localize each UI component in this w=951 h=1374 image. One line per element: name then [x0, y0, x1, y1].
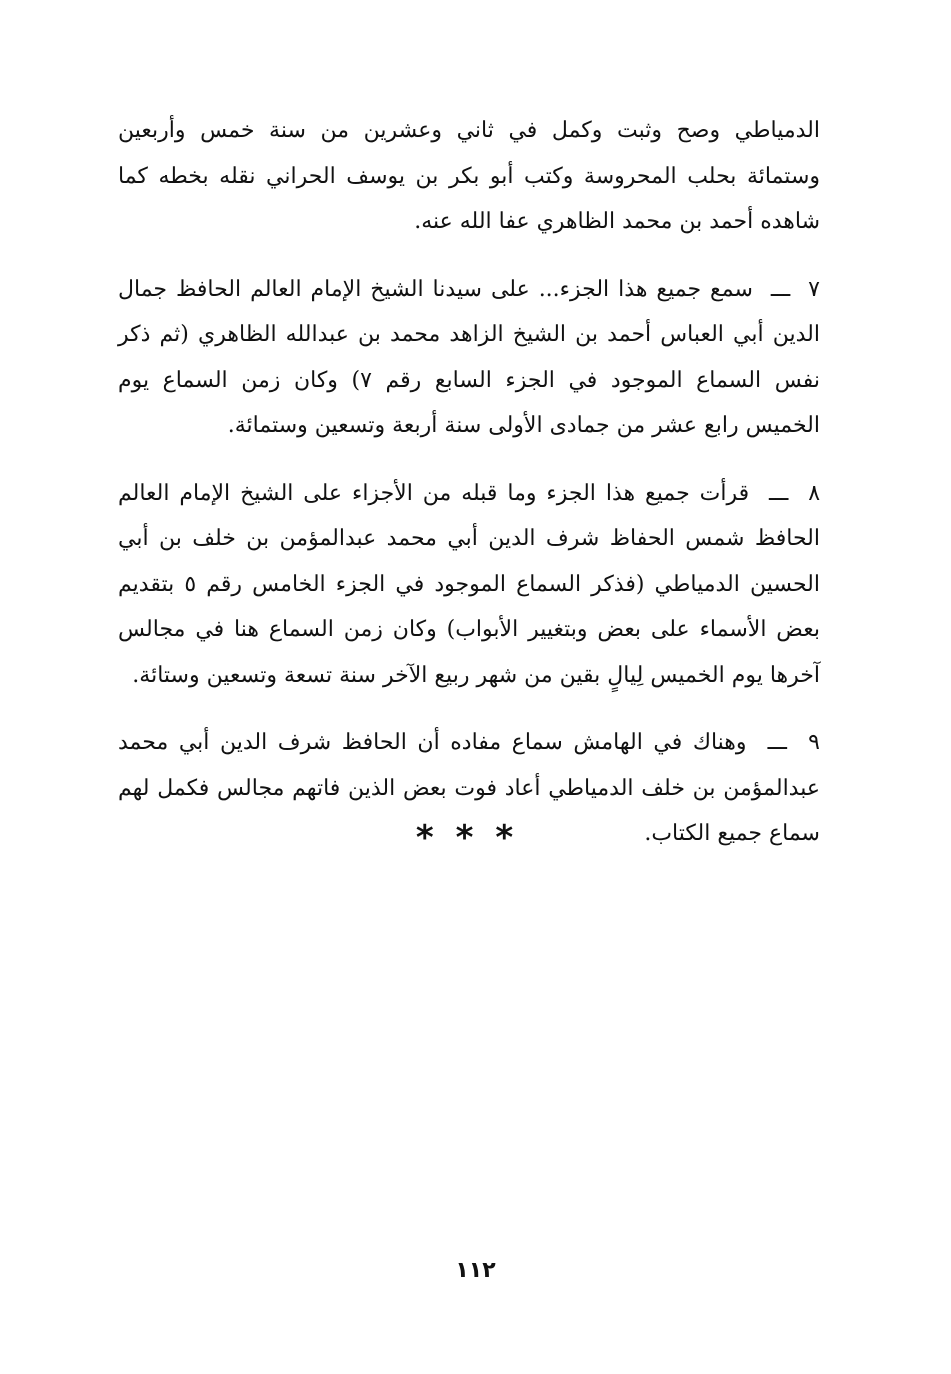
- paragraph-number: ٨: [808, 480, 821, 506]
- paragraph-text: وهناك في الهامش سماع مفاده أن الحافظ شرف الدين أبي محمد عبدالمؤمن بن خلف الدمياطي أعاد فوت بعض الذين فاتهم مجالس فكمل لهم سماع جميع الكتاب.: [118, 730, 820, 846]
- paragraph-7: [118, 267, 820, 449]
- paragraph-number: ٩: [808, 730, 820, 755]
- page-number: ١١٢: [455, 1258, 496, 1283]
- paragraph-text: الدمياطي وصح وثبت وكمل في ثاني وعشرين من سنة خمس وأربعين وستمائة بحلب المحروسة وكتب أبو بكر بن يوسف الحراني نقله بخطه كما شاهده أحمد بن محمد الظاهري عفا الله عنه.: [118, 118, 820, 234]
- paragraph-number: ٧: [808, 276, 820, 302]
- paragraph-text: سمع جميع هذا الجزء... على سيدنا الشيخ الإمام العالم الحافظ جمال الدين أبي العباس أحمد بن الشيخ الزاهد محمد بن عبدالله الظاهري (ثم ذكر نفس السماع الموجود في الجزء السابع رقم ٧) وكان زمن السماع يوم الخميس رابع عشر من جمادى الأولى سنة أربعة وتسعين وستمائة.: [118, 276, 820, 438]
- paragraph-8: [118, 471, 820, 699]
- paragraph-dash: ـــ: [759, 480, 799, 506]
- paragraph-continuation: [118, 108, 820, 245]
- paragraph-text: قرأت جميع هذا الجزء وما قبله من الأجزاء على الشيخ الإمام العالم الحافظ شمس الحفاظ شرف الدين أبي محمد عبدالمؤمن بن خلف بن أبي الحسين الدمياطي (فذكر السماع الموجود في الجزء الخامس رقم ٥ بتقديم بعض الأسماء على بعض وبتغيير الأبواب) وكان زمن السماع هنا في مجالس آخرها يوم الخميس لِيالٍ بقين من شهر ربيع الآخر سنة تسعة وتسعين وستائة.: [118, 480, 820, 688]
- body-text: [118, 108, 820, 879]
- paragraph-dash: ـــ: [757, 730, 798, 755]
- paragraph-dash: ـــ: [761, 276, 800, 302]
- section-divider: ***: [415, 818, 536, 858]
